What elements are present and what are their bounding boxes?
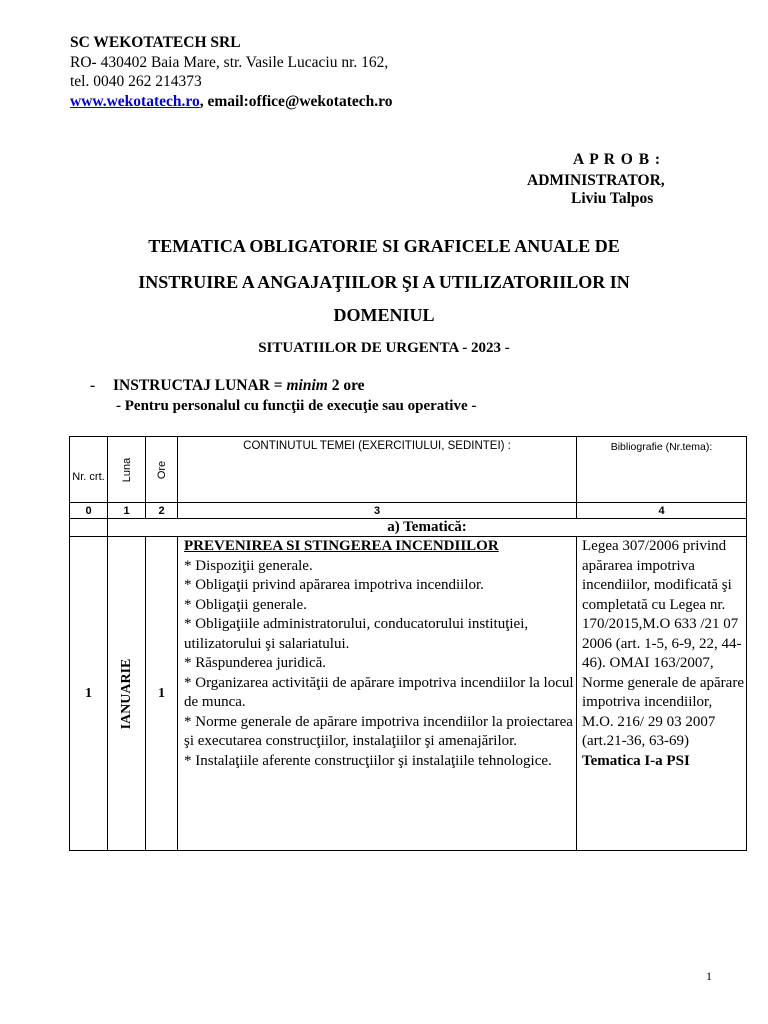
topic-heading: PREVENIREA SI STINGEREA INCENDIILOR bbox=[184, 538, 499, 554]
column-number: 2 bbox=[146, 503, 178, 519]
approval-role: ADMINISTRATOR, bbox=[527, 172, 665, 189]
row-hours: 1 bbox=[146, 537, 178, 851]
personnel-line: - Pentru personalul cu funcţii de execuţie sau operative - bbox=[116, 398, 477, 414]
header-content: CONTINUTUL TEMEI (EXERCITIULUI, SEDINTEI) : bbox=[178, 437, 577, 503]
column-number: 3 bbox=[178, 503, 577, 519]
topic-item: * Organizarea activităţii de apărare impotriva incendiilor la locul de munca. bbox=[184, 674, 574, 710]
bibliography-text: Legea 307/2006 privind apărarea impotriva incendiilor, modificată şi completată cu Legea nr. 170/2015,M.O 633 /21 07 2006 (art. 1-5, 6-9, 22, 44-46). OMAI 163/2007, Norme generale de apărare impotriva incendiilor, M.O. 216/ 29 03 2007 (art.21-36, 63-69) bbox=[582, 538, 744, 749]
header-ore bbox=[146, 437, 178, 503]
company-email: , email:office@wekotatech.ro bbox=[199, 92, 393, 110]
document-title-line-3: DOMENIUL bbox=[333, 305, 435, 325]
section-empty-cell bbox=[70, 519, 108, 537]
row-month bbox=[108, 537, 146, 851]
header-ore-text: Ore bbox=[155, 460, 168, 479]
topic-item: * Instalaţiile aferente construcţiilor şi instalaţiile tehnologice. bbox=[184, 752, 552, 769]
column-number: 0 bbox=[70, 503, 108, 519]
instruction-suffix: 2 ore bbox=[327, 377, 365, 394]
section-row bbox=[70, 519, 747, 537]
topic-item: * Răspunderea juridică. bbox=[184, 655, 327, 671]
company-phone: tel. 0040 262 214373 bbox=[70, 73, 202, 90]
company-web-line bbox=[70, 92, 392, 112]
document-subtitle: SITUATIILOR DE URGENTA - 2023 - bbox=[258, 340, 510, 356]
column-number-row bbox=[70, 503, 747, 519]
instruction-prefix: INSTRUCTAJ LUNAR = bbox=[113, 377, 287, 394]
table-row bbox=[70, 537, 747, 851]
website-link[interactable]: www.wekotatech.ro bbox=[70, 92, 200, 110]
company-header bbox=[70, 33, 392, 111]
row-month-text: IANUARIE bbox=[118, 658, 134, 729]
column-number: 1 bbox=[108, 503, 146, 519]
bullet-dash: - bbox=[90, 377, 96, 394]
header-bibliography: Bibliografie (Nr.tema): bbox=[577, 437, 747, 503]
topic-item: * Obligaţii privind apărarea impotriva incendiilor. bbox=[184, 577, 484, 593]
document-title-line-2: INSTRUIRE A ANGAJAŢIILOR ŞI A UTILIZATORIILOR IN bbox=[138, 272, 630, 292]
topic-item: * Obligaţiile administratorului, conducatorului instituţiei, utilizatorului şi salariatului. bbox=[184, 616, 529, 652]
column-number: 4 bbox=[577, 503, 747, 519]
table-header-row bbox=[70, 437, 747, 503]
page-number: 1 bbox=[706, 969, 712, 983]
approval-person: Liviu Talpos bbox=[571, 190, 654, 207]
header-nr: Nr. crt. bbox=[70, 437, 108, 503]
bibliography-topic: Tematica I-a PSI bbox=[582, 752, 690, 769]
row-number: 1 bbox=[70, 537, 108, 851]
header-luna-text: Luna bbox=[120, 457, 133, 482]
topic-item: * Obligaţii generale. bbox=[184, 596, 307, 613]
header-luna bbox=[108, 437, 146, 503]
instruction-line bbox=[90, 377, 365, 395]
approval-label: A P R O B : bbox=[573, 151, 662, 168]
topic-item: * Norme generale de apărare impotriva incendiilor la proiectarea şi executarea construcţiilor, instalaţiilor şi amenajărilor. bbox=[184, 713, 573, 749]
topic-item: * Dispoziţii generale. bbox=[184, 557, 313, 574]
instruction-emphasis: minim bbox=[286, 377, 328, 394]
document-title-line-1: TEMATICA OBLIGATORIE SI GRAFICELE ANUALE DE bbox=[148, 236, 620, 256]
company-address: RO- 430402 Baia Mare, str. Vasile Lucaciu nr. 162, bbox=[70, 53, 389, 71]
row-bibliography bbox=[577, 537, 747, 851]
training-table bbox=[69, 436, 747, 851]
row-content bbox=[178, 537, 577, 851]
company-name: SC WEKOTATECH SRL bbox=[70, 34, 241, 51]
section-label: a) Tematică: bbox=[108, 519, 747, 537]
